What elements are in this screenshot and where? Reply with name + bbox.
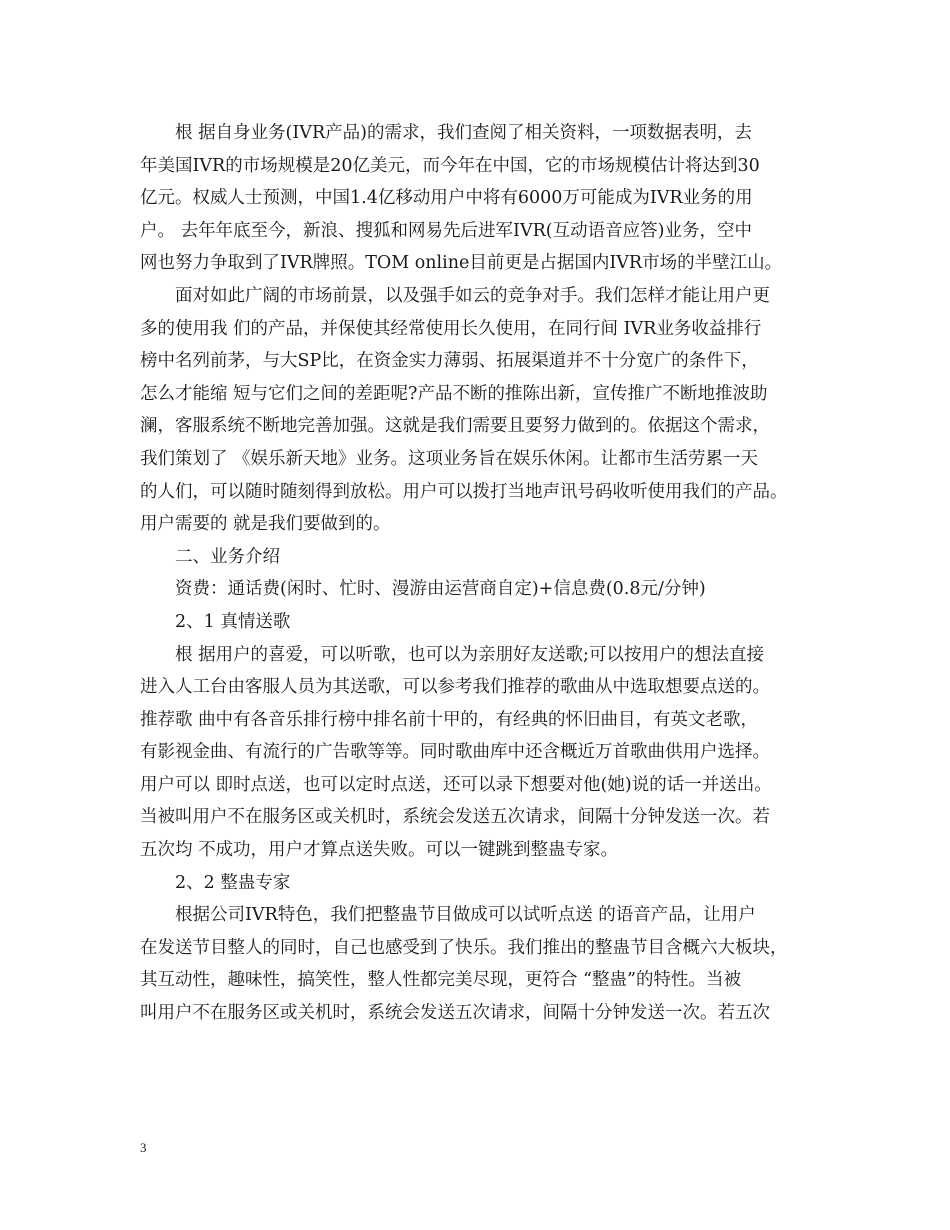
text-line: 用户需要的 就是我们要做到的。 — [140, 514, 391, 535]
text-line: 推荐歌 曲中有各音乐排行榜中排名前十甲的，有经典的怀旧曲目，有英文老歌， — [140, 709, 759, 730]
text-line: 怎么才能缩 短与它们之间的差距呢?产品不断的推陈出新，宣传推广不断地推波助 — [140, 383, 768, 404]
text-line: 根 据用户的喜爱，可以听歌，也可以为亲朋好友送歌;可以按用户的想法直接 — [175, 644, 764, 665]
text-line: 用户可以 即时点送，也可以定时点送，还可以录下想要对他(她)说的话一并送出。 — [140, 774, 772, 795]
text-line: 榜中名列前茅，与大SP比，在资金实力薄弱、拓展渠道并不十分宽广的条件下， — [140, 351, 759, 372]
text-line: 2、2 整蛊专家 — [175, 872, 291, 893]
body-text — [140, 117, 830, 1030]
text-line: 根据公司IVR特色，我们把整蛊节目做成可以试听点送 的语音产品，让用户 — [175, 905, 756, 926]
text-line: 澜，客服系统不断地完善加强。这就是我们需要且要努力做到的。依据这个需求， — [140, 416, 770, 437]
text-line: 有影视金曲、有流行的广告歌等等。同时歌曲库中还含概近万首歌曲供用户选择。 — [140, 742, 770, 763]
text-line: 在发送节目整人的同时，自己也感受到了快乐。我们推出的整蛊节目含概六大板块， — [140, 937, 788, 958]
text-line: 资费：通话费(闲时、忙时、漫游由运营商自定)+信息费(0.8元/分钟) — [175, 579, 706, 600]
text-line: 2、1 真情送歌 — [175, 611, 291, 632]
text-line: 年美国IVR的市场规模是20亿美元，而今年在中国，它的市场规模估计将达到30 — [140, 155, 760, 176]
text-line: 户。 去年年底至今，新浪、搜狐和网易先后进军IVR(互动语音应答)业务，空中 — [140, 220, 752, 241]
text-line: 其互动性，趣味性，搞笑性，整人性都完美尽现，更符合 “整蛊”的特性。当被 — [140, 970, 741, 991]
text-line: 进入人工台由客服人员为其送歌，可以参考我们推荐的歌曲从中选取想要点送的。 — [140, 677, 770, 698]
text-line: 我们策划了 《娱乐新天地》业务。这项业务旨在娱乐休闲。让都市生活劳累一天 — [140, 448, 759, 469]
text-line: 五次均 不成功，用户才算点送失败。可以一键跳到整蛊专家。 — [140, 840, 619, 861]
text-line: 的人们，可以随时随刻得到放松。用户可以拨打当地声讯号码收听使用我们的产品。 — [140, 481, 788, 502]
text-line: 亿元。权威人士预测，中国1.4亿移动用户中将有6000万可能成为IVR业务的用 — [140, 188, 753, 209]
text-line: 网也努力争取到了IVR牌照。TOM online目前更是占据国内IVR市场的半壁江山。 — [140, 253, 783, 274]
text-line: 叫用户不在服务区或关机时，系统会发送五次请求，间隔十分钟发送一次。若五次 — [140, 1003, 770, 1024]
page-number: 3 — [140, 1140, 147, 1155]
text-line: 根 据自身业务(IVR产品)的需求，我们查阅了相关资料，一项数据表明，去 — [175, 123, 752, 143]
text-line: 面对如此广阔的市场前景，以及强手如云的竞争对手。我们怎样才能让用户更 — [175, 285, 770, 306]
text-line: 二、业务介绍 — [175, 546, 280, 567]
text-line: 当被叫用户不在服务区或关机时，系统会发送五次请求，间隔十分钟发送一次。若 — [140, 807, 770, 828]
text-line: 多的使用我 们的产品，并保使其经常使用长久使用，在同行间 IVR业务收益排行 — [140, 318, 762, 339]
